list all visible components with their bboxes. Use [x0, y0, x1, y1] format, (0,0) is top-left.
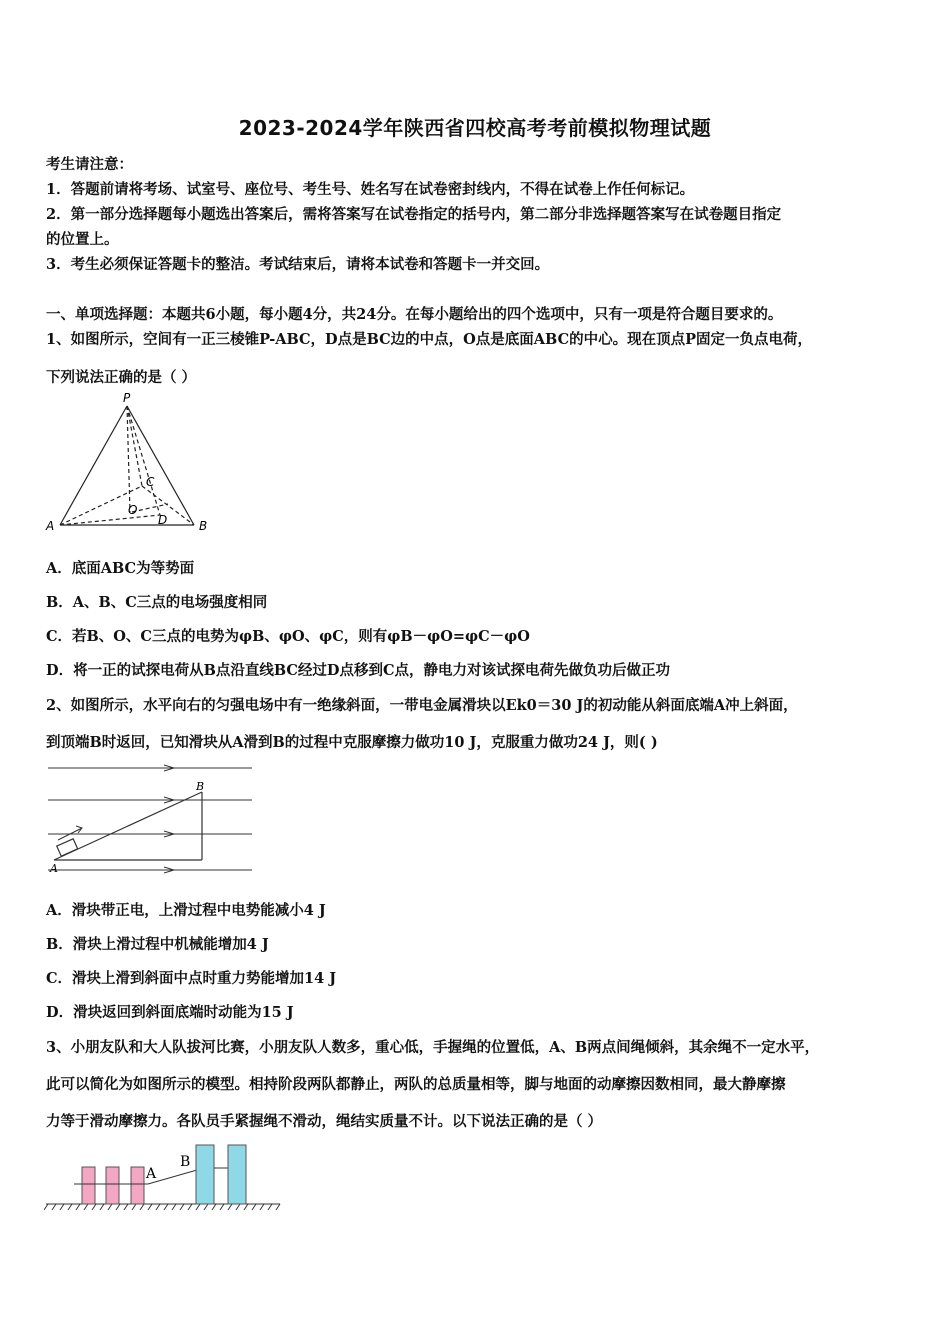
label-c: C — [146, 475, 155, 489]
label-a: A — [46, 519, 55, 533]
pyramid-figure — [42, 390, 222, 538]
notice-heading: 考生请注意： — [46, 156, 133, 173]
question-3-stem-cont2: 力等于滑动摩擦力。各队员手紧握绳不滑动，绳结实质量不计。以下说法正确的是（ ） — [46, 1113, 603, 1130]
question-2-stem: 2、如图所示，水平向右的匀强电场中有一绝缘斜面，一带电金属滑块以Ek0＝30 J的初动能从斜面底端A冲上斜面， — [46, 697, 798, 714]
label-b: B — [199, 519, 208, 533]
label-a: A — [146, 1166, 157, 1182]
label-b: B — [196, 780, 205, 793]
question-2-stem-cont: 到顶端B时返回，已知滑块从A滑到B的过程中克服摩擦力做功10 J，克服重力做功24 J，则( ) — [46, 734, 658, 751]
notice-item: 2．第一部分选择题每小题选出答案后，需将答案写在试卷指定的括号内，第二部分非选择题答案写在试卷题目指定 — [46, 206, 782, 223]
notice-item: 1．答题前请将考场、试室号、座位号、考生号、姓名写在试卷密封线内，不得在试卷上作任何标记。 — [46, 181, 695, 198]
label-a: A — [50, 862, 58, 875]
q1-option-d: D．将一正的试探电荷从B点沿直线BC经过D点移到C点，静电力对该试探电荷先做负功后做正功 — [46, 662, 671, 679]
q1-option-b: B．A、B、C三点的电场强度相同 — [46, 594, 268, 611]
q2-option-a: A．滑块带正电，上滑过程中电势能减小4 J — [46, 902, 326, 919]
label-p: P — [123, 391, 131, 405]
q1-option-a: A．底面ABC为等势面 — [46, 560, 195, 577]
section-heading: 一、单项选择题：本题共6小题，每小题4分，共24分。在每小题给出的四个选项中，只有一项是符合题目要求的。 — [46, 306, 783, 323]
question-1-stem: 1、如图所示，空间有一正三棱锥P-ABC，D点是BC边的中点，O点是底面ABC的中心。现在顶点P固定一负点电荷， — [46, 331, 813, 348]
label-d: D — [158, 513, 168, 527]
q2-option-d: D．滑块返回到斜面底端时动能为15 J — [46, 1004, 294, 1021]
question-3-stem: 3、小朋友队和大人队拔河比赛，小朋友队人数多，重心低，手握绳的位置低，A、B两点间绳倾斜，其余绳不一定水平， — [46, 1039, 820, 1056]
question-3-stem-cont: 此可以简化为如图所示的模型。相持阶段两队都静止，两队的总质量相等，脚与地面的动摩擦因数相同，最大静摩擦 — [46, 1076, 786, 1093]
q2-option-c: C．滑块上滑到斜面中点时重力势能增加14 J — [46, 970, 337, 987]
label-b: B — [180, 1154, 191, 1170]
question-1-stem-cont: 下列说法正确的是（ ） — [46, 369, 197, 386]
q2-option-b: B．滑块上滑过程中机械能增加4 J — [46, 936, 269, 953]
incline-field-figure — [46, 760, 256, 878]
notice-item: 3．考生必须保证答题卡的整洁。考试结束后，请将本试卷和答题卡一并交回。 — [46, 256, 550, 273]
notice-item: 的位置上。 — [46, 231, 119, 248]
page-title: 2023-2024学年陕西省四校高考考前模拟物理试题 — [238, 116, 712, 140]
q1-option-c: C．若B、O、C三点的电势为φB、φO、φC，则有φB－φO=φC－φO — [46, 628, 530, 645]
label-o: O — [128, 503, 138, 517]
tug-of-war-figure — [44, 1140, 284, 1214]
